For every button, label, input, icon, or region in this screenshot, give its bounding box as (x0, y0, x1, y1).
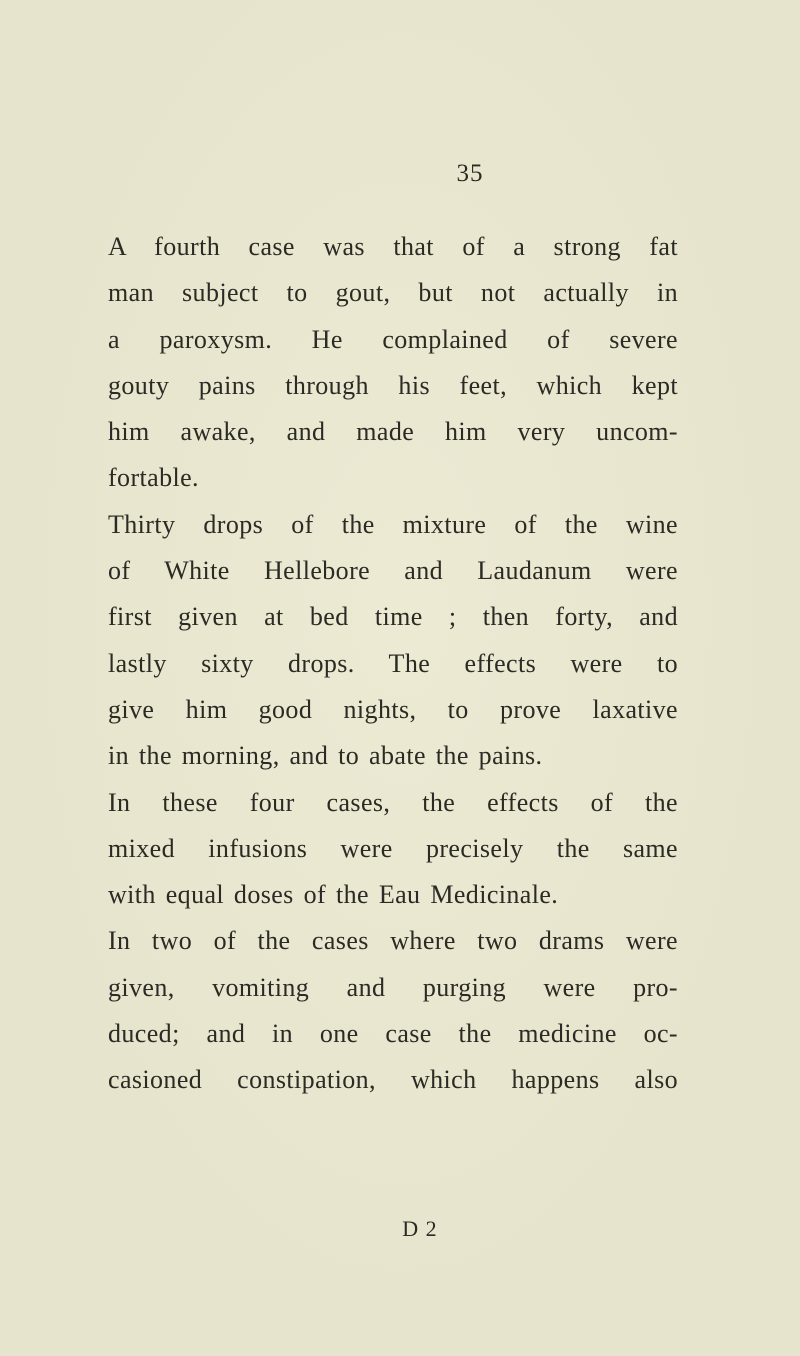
signature-mark: D 2 (402, 1216, 438, 1241)
text-line: of White Hellebore and Laudanum were (108, 556, 678, 586)
text-line: A fourth case was that of a strong fat (108, 232, 678, 261)
body-text (108, 224, 678, 1104)
text-line: casioned constipation, which happens also (108, 1065, 678, 1095)
text-line: a paroxysm. He complained of severe (108, 324, 678, 354)
text-line: gouty pains through his feet, which kept (108, 370, 678, 400)
text-line: lastly sixty drops. The effects were to (108, 648, 678, 678)
text-line: in the morning, and to abate the pains. (108, 741, 543, 771)
text-line: first given at bed time ; then forty, and (108, 602, 678, 632)
text-line: In these four cases, the effects of the (108, 787, 678, 817)
text-line: Thirty drops of the mixture of the wine (108, 509, 678, 539)
text-line: him awake, and made him very uncom- (108, 417, 678, 447)
text-line: In two of the cases where two drams were (108, 926, 678, 956)
text-line: given, vomiting and purging were pro- (108, 972, 678, 1002)
text-line: duced; and in one case the medicine oc- (108, 1019, 678, 1049)
text-line: man subject to gout, but not actually in (108, 278, 678, 308)
text-line: fortable. (108, 463, 199, 493)
text-line: mixed infusions were precisely the same (108, 833, 678, 863)
page-number: 35 (456, 160, 484, 187)
text-line: with equal doses of the Eau Medicinale. (108, 880, 559, 910)
text-line: give him good nights, to prove laxative (108, 694, 678, 724)
